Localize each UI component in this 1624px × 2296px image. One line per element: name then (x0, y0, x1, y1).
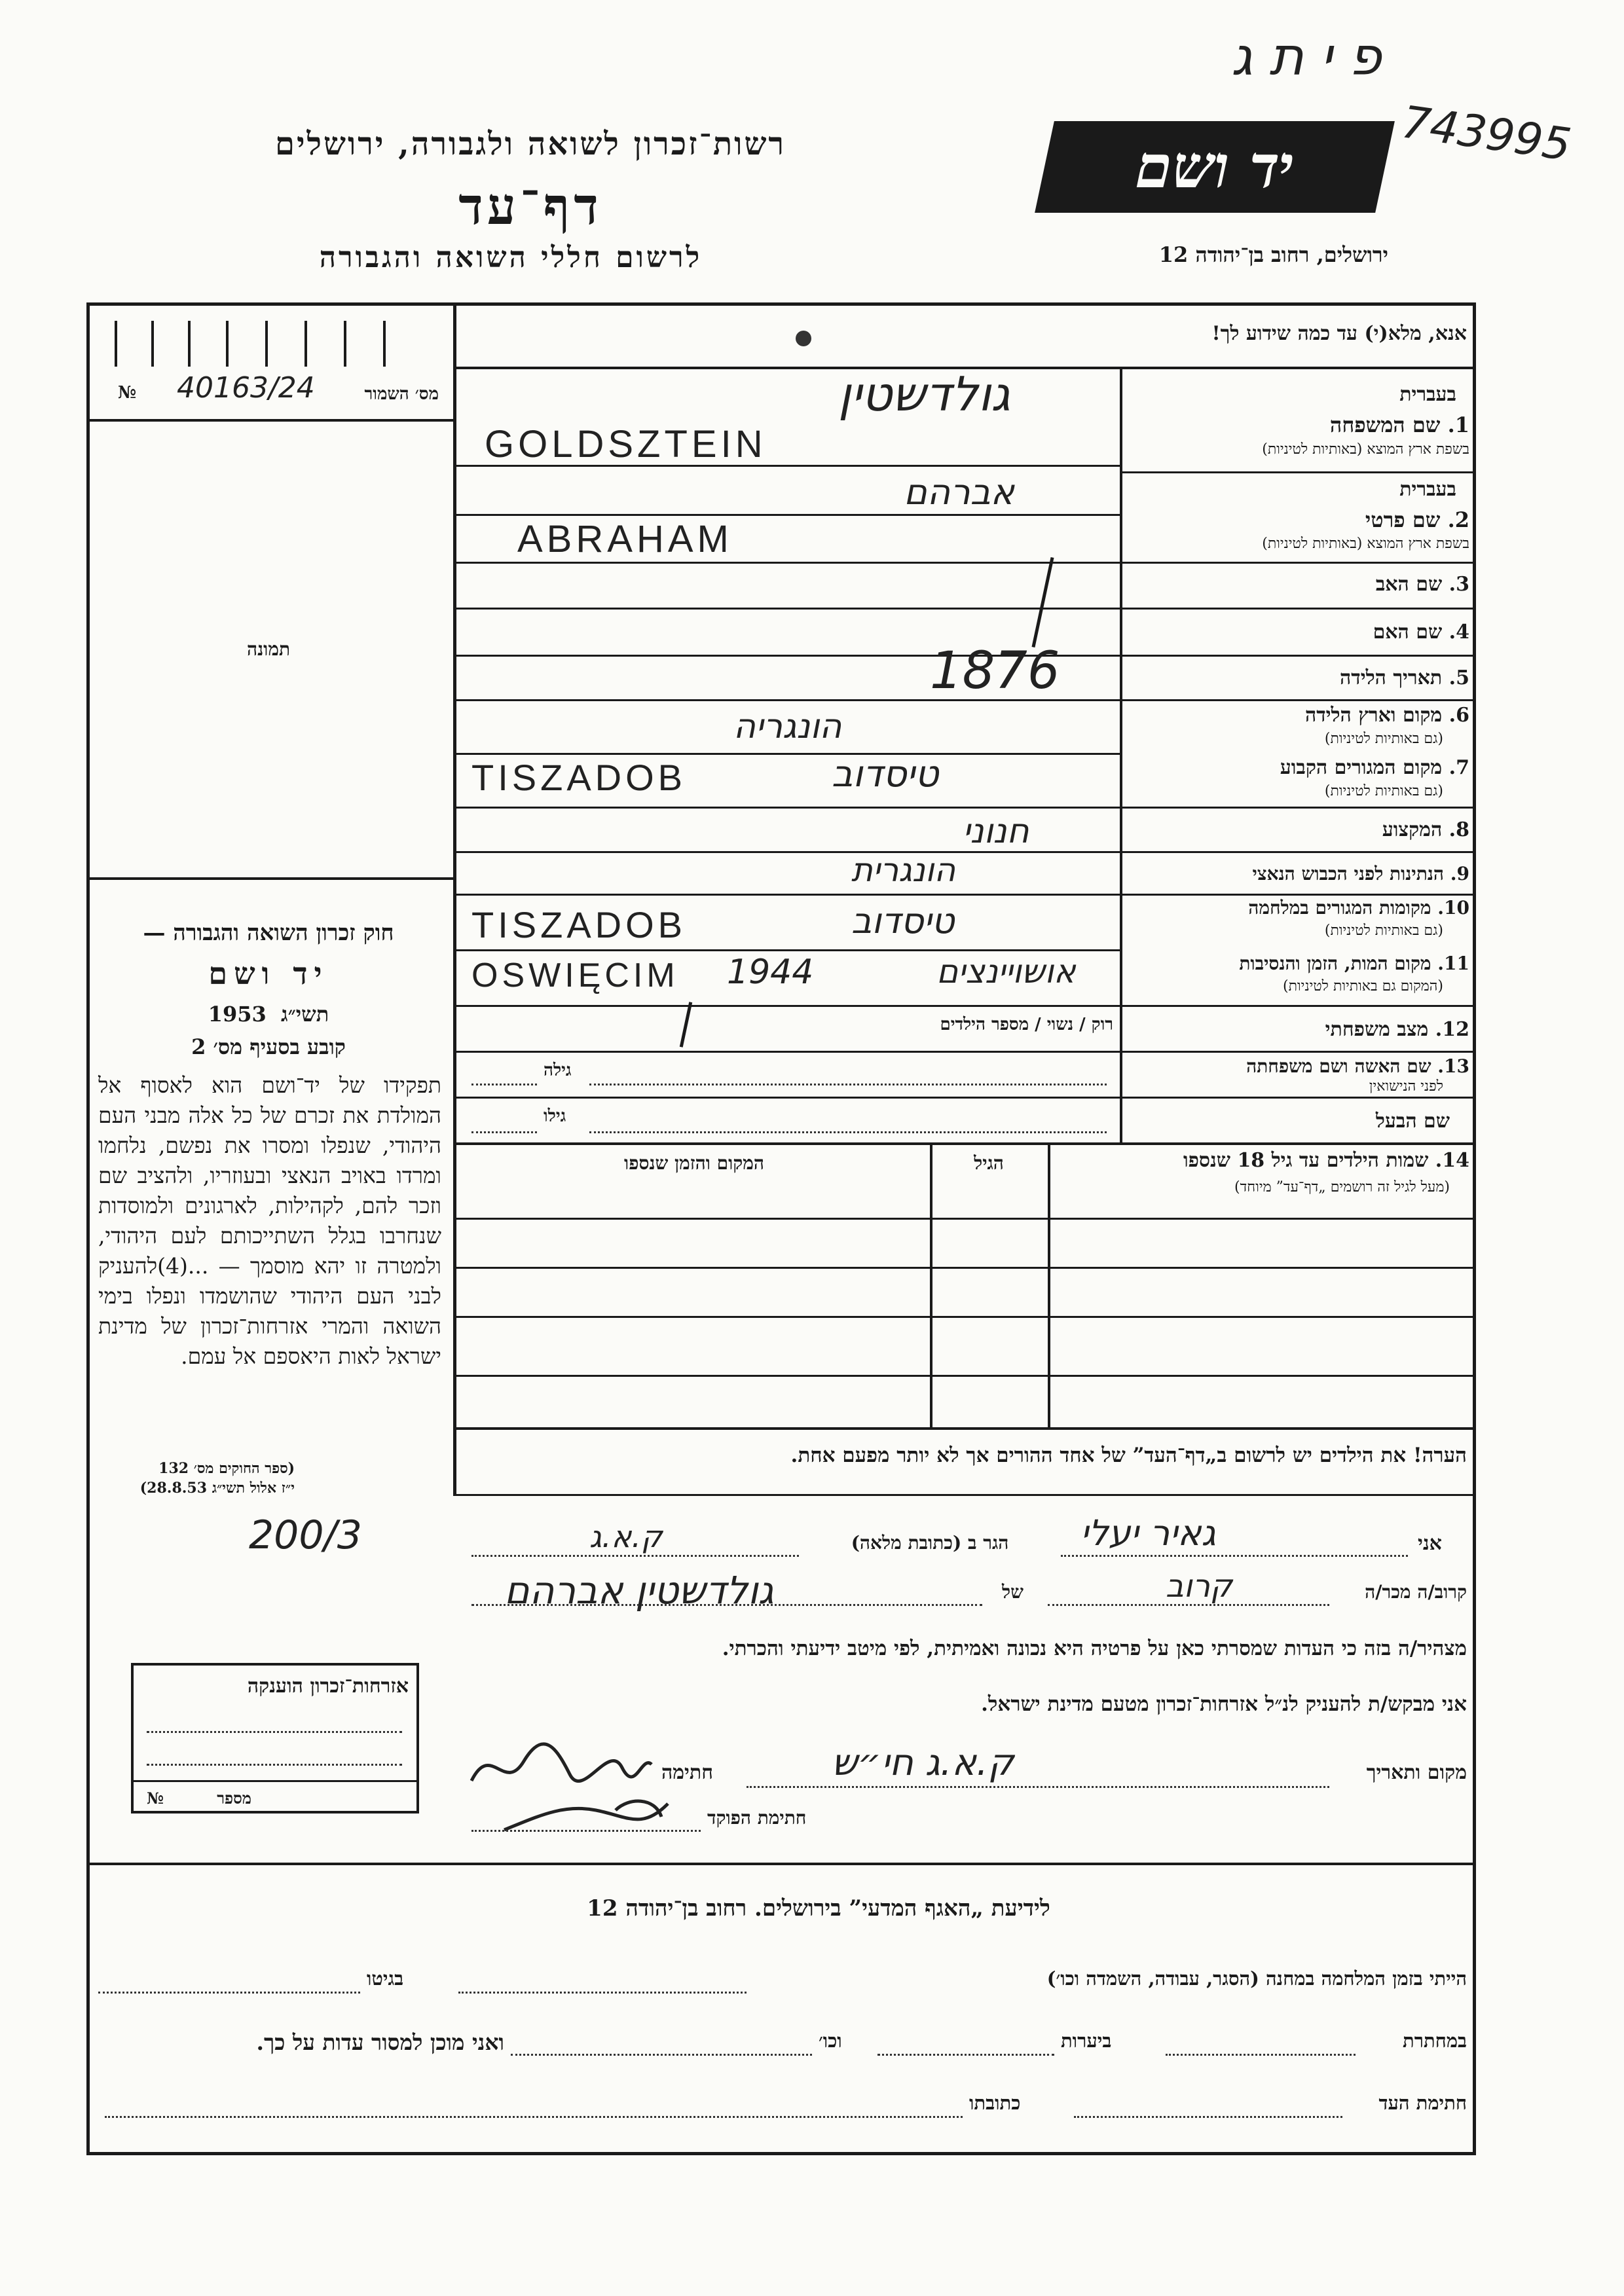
law-paragraph: תפקידו של יד־ושם הוא לאסוף אל המולדת את זכרם של כל אלה מבני העם היהודי, שנפלו ומסרו את נפשם, נלחמו ומרדו באויב הנאצי ובעוזריו, ולהציב שם וזכר להם, לקהילות, לארגונים ולמוסדות שנחרבו בגלל השתייכותם לעם היהודי, ולמטרה זו יהא מוסמך — ...(4)להעניק לבני העם היהודי שהושמדו ונפלו בימי השואה והמרי אזרחות־זכרון של מדינת ישראל לאות היאספם אל עמם. (98, 1072, 441, 1369)
footer-title: לידיעת „האגף המדעי” בירושלים. רחוב בן־יהודה 12 (587, 1895, 1050, 1922)
law-name: יד ושם (208, 956, 329, 991)
field-11-num: 11. (1437, 953, 1469, 974)
residence-hebrew-value: טיסדוב (832, 753, 939, 795)
first-name-sub: בשפת ארץ המוצא (באותיות לטיניות) (1262, 536, 1469, 552)
children-header (1050, 1149, 1469, 1214)
declaration-request: אני מבקש/ת להעניק לנ״ל אזרחות־זכרון מטעם מדינת ישראל. (981, 1692, 1467, 1716)
field-2-label: שם פרטי (1365, 507, 1441, 532)
address: ירושלים, רחוב בן־יהודה 12 (1158, 242, 1388, 267)
field-12-num: 12. (1435, 1018, 1469, 1041)
footer-line2-underground: במחתרת (1403, 2030, 1467, 2052)
field-8-label: המקצוע (1382, 818, 1443, 841)
residence-label (1280, 756, 1469, 779)
declaration-i-label: אני (1418, 1532, 1442, 1555)
registration-row (98, 371, 445, 416)
children-sub: (מעל לגיל זה רושמים „דף־עד” מיוחד) (1234, 1179, 1450, 1195)
field-3-num: 3. (1449, 573, 1469, 596)
death-place-latin-value: OSWIĘCIM (471, 957, 679, 994)
death-sub: (המקום גם באותיות לטיניות) (1283, 978, 1443, 994)
declaration-of-label: של (1002, 1581, 1024, 1603)
field-9-label: הנתינות לפני הכבוש הנאצי (1252, 863, 1445, 884)
footer-line2-ready: ואני מוכן למסור עדות על כך. (256, 2030, 504, 2055)
field-14-num: 14. (1435, 1149, 1469, 1172)
authority-name: רשות־זכרון לשואה ולגבורה, ירושלים (274, 126, 786, 162)
wartime-residence-sub: (גם באותיות לטיניות) (1324, 922, 1443, 939)
profession-value: חנוני (963, 812, 1029, 851)
footer-line1-camp: הייתי בזמן המלחמה במחנה (הסגר, עבודה, השמדה וכו׳) (1046, 1967, 1467, 1990)
field-3-label: שם האב (1375, 573, 1443, 596)
death-label (1239, 953, 1469, 975)
husband-age-label: גילו (544, 1106, 566, 1126)
footer-line3-address: כתובתו (969, 2092, 1021, 2114)
officer-signature (498, 1791, 694, 1843)
handwritten-top-note: פ י ת ג (1231, 26, 1382, 87)
declaration-resides-label: הגר ב (כתובת מלאה) (851, 1532, 1009, 1554)
photo-label: תמונה (246, 638, 291, 660)
residence-latin-value: TISZADOB (471, 757, 687, 798)
declaration-of-value: גולדשטין אברהם (504, 1568, 774, 1613)
law-title: חוק זכרון השואה והגבורה — (143, 920, 394, 946)
field-7-label: מקום המגורים הקבוע (1280, 756, 1443, 779)
field-marital-status (1122, 1018, 1469, 1041)
field-9-num: 9. (1450, 863, 1469, 884)
field-6-num: 6. (1449, 704, 1469, 727)
wife-label (1246, 1055, 1469, 1078)
law-year-number: 1953 (208, 1002, 267, 1027)
field-14-label: שמות הילדים עד גיל 18 שנספו (1183, 1149, 1429, 1172)
form-subtitle: לרשום חללי השואה והגבורה (319, 241, 703, 274)
declaration-relative-label: קרוב/ה מכר/ה (1365, 1581, 1467, 1603)
field-profession (1122, 818, 1469, 841)
declaration-relative-value: קרוב (1166, 1568, 1232, 1605)
field-wartime-residence (1122, 897, 1469, 946)
note: הערה! את הילדים יש לרשום ב„דף־העד” של אחד ההורים אך לא יותר מפעם אחת. (790, 1444, 1467, 1467)
field-10-num: 10. (1437, 897, 1469, 919)
registration-no-sign: № (118, 383, 137, 403)
law-source: (ספר החוקים מס׳ 132 (158, 1460, 295, 1477)
law-text (98, 1070, 441, 1372)
registration-ticks (115, 321, 416, 367)
field-4-num: 4. (1449, 621, 1469, 644)
field-1-num: 1. (1447, 412, 1469, 437)
footer-line3-signature: חתימת העד (1378, 2092, 1467, 2114)
field-5-label: תאריך הלידה (1340, 666, 1443, 689)
citizenship-box (131, 1663, 419, 1813)
field-surname (1122, 370, 1469, 468)
citizenship-no-sign: № (147, 1789, 164, 1808)
field-6-label: מקום וארץ הלידה (1304, 704, 1443, 727)
registration-number: 40163/24 (177, 371, 315, 405)
field-mother-name (1122, 621, 1469, 644)
officer-label: חתימת הפוקד (707, 1807, 807, 1829)
footer-line2-etc: וכו׳ (819, 2030, 842, 2052)
field-13-num: 13. (1437, 1055, 1469, 1077)
first-name-hebrew-tag: בעברית (1399, 478, 1456, 501)
death-year-value: 1944 (727, 953, 814, 992)
death-place-hebrew-value: אושויינצים (936, 953, 1076, 991)
field-4-label: שם האם (1373, 621, 1443, 644)
signature-scribble (465, 1728, 655, 1800)
field-5-num: 5. (1449, 666, 1469, 689)
surname-latin-value: GOLDSZTEIN (485, 423, 767, 465)
wartime-residence-label (1248, 897, 1469, 919)
field-permanent-residence (1122, 756, 1469, 805)
field-11-label: מקום המות, הזמן והנסיבות (1239, 953, 1431, 974)
handwritten-file-number: 743995 (1398, 96, 1574, 172)
declaration-statement: מצהיר/ה בזה כי העדות שמסרתי כאן על פרטיה היא נכונה ואמיתית, לפי מיטב ידיעתי והכרתי. (722, 1637, 1467, 1660)
wife-sub: לפני הנישואין (1369, 1078, 1443, 1095)
first-name-label (1365, 507, 1469, 532)
field-12-label: מצב משפחתי (1325, 1018, 1429, 1041)
birth-date-value: 1876 (930, 642, 1060, 701)
field-husband-name: שם הבעל (1375, 1110, 1450, 1133)
birth-place-sub: (גם באותיות לטיניות) (1324, 731, 1443, 747)
registration-label: מס׳ השמור (364, 384, 439, 404)
field-2-num: 2. (1447, 507, 1469, 532)
surname-hebrew-value: גולדשטין (838, 367, 1010, 422)
children-label (1183, 1149, 1469, 1172)
nationality-value: הונגרית (851, 851, 956, 889)
surname-label (1330, 412, 1469, 437)
field-birth-place (1122, 704, 1469, 756)
field-birth-date (1122, 666, 1469, 689)
surname-hebrew-tag: בעברית (1399, 383, 1456, 406)
birth-place-value: הונגריה (733, 707, 842, 746)
field-10-label: מקומות המגורים במלחמה (1248, 897, 1431, 919)
first-name-hebrew-value: אברהם (904, 471, 1014, 513)
stamp-mark-icon (796, 331, 811, 346)
declaration-resides-value: ק.א.ג (589, 1519, 663, 1554)
birth-place-label (1305, 704, 1469, 727)
margin-note-number: 200/3 (249, 1512, 362, 1558)
place-date-value: ק.א.ג חי״ש (832, 1741, 1014, 1784)
wartime-residence-hebrew-value: טיסדוב (851, 900, 955, 941)
surname-sub: בשפת ארץ המוצא (באותיות לטיניות) (1262, 441, 1469, 458)
field-father-name (1122, 573, 1469, 596)
field-1-label: שם המשפחה (1329, 412, 1441, 437)
field-first-name (1122, 475, 1469, 560)
place-date-label: מקום ותאריך (1366, 1761, 1467, 1784)
field-nationality (1122, 863, 1469, 885)
footer-line1-ghetto: בגיטו (367, 1967, 404, 1990)
yad-vashem-logo: יד ושם (1035, 121, 1395, 213)
citizenship-title: אזרחות־זכרון הוענקה (247, 1675, 409, 1698)
field-7-num: 7. (1449, 756, 1469, 779)
law-year-hebrew: תשי״ג (281, 1002, 329, 1027)
wife-age-label: גילה (544, 1061, 572, 1080)
children-col-age: הגיל (974, 1152, 1004, 1174)
first-name-latin-value: ABRAHAM (517, 518, 733, 560)
signature-label: חתימה (661, 1761, 713, 1784)
field-8-num: 8. (1449, 818, 1469, 841)
form-title: דף־עד (458, 177, 602, 236)
footer-line2-forests: ביערות (1061, 2030, 1112, 2052)
wartime-residence-latin-value: TISZADOB (471, 904, 687, 945)
declaration-i-value: גאיר יעלי (1080, 1512, 1216, 1554)
law-clause: קובע בסעיף מס׳ 2 (191, 1034, 346, 1059)
field-wife-name (1122, 1055, 1469, 1095)
field-13-label: שם האשה ושם משפחתה (1246, 1055, 1431, 1077)
citizenship-number-label: מספר (217, 1789, 251, 1808)
field-place-of-death (1122, 953, 1469, 1002)
residence-sub: (גם באותיות לטיניות) (1324, 783, 1443, 799)
law-source-date: י״ז אלול תשי״ג 28.8.53) (139, 1480, 295, 1497)
law-year (98, 1002, 439, 1027)
marital-options: רוק / נשוי / מספר הילדים (940, 1015, 1113, 1034)
children-col-place: המקום והזמן שנספו (624, 1152, 764, 1174)
instruction: אנא, מלא(י) עד כמה שידוע לך! (1211, 322, 1467, 345)
